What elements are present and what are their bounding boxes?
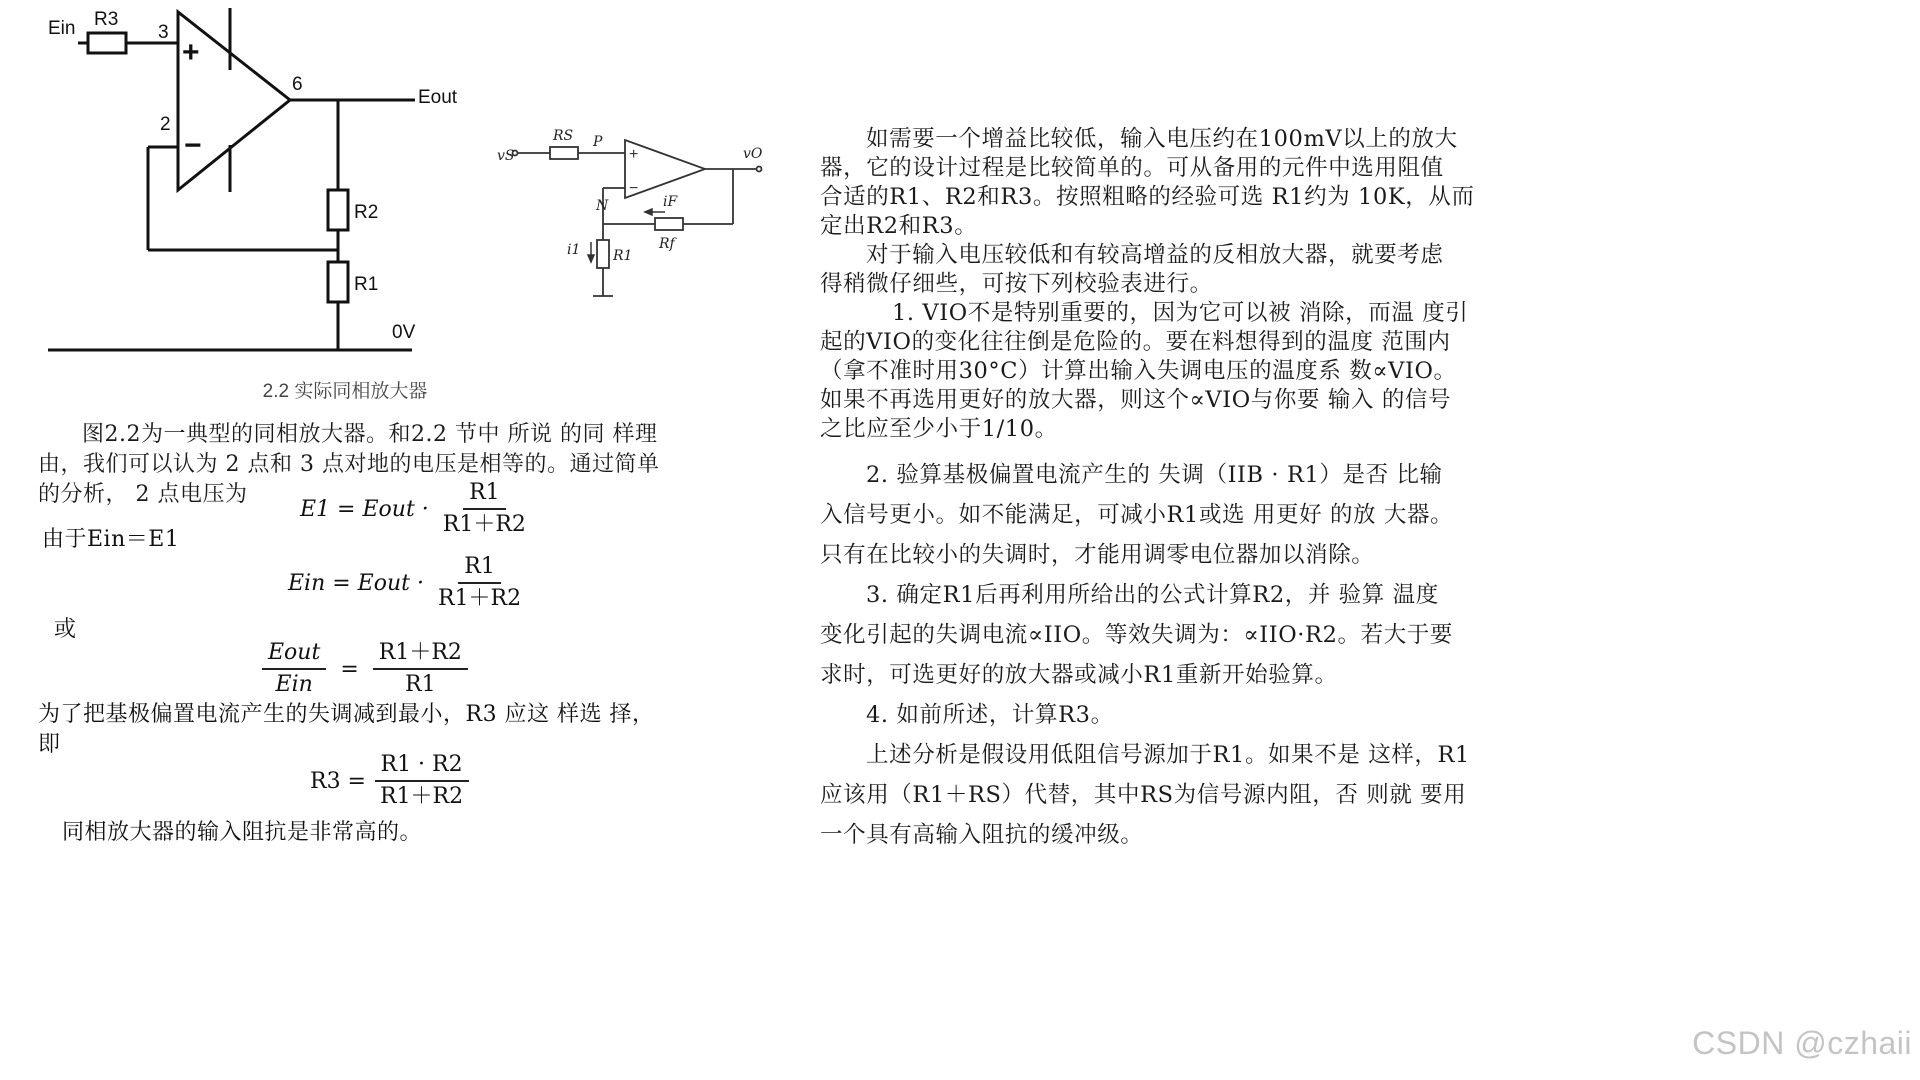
- minus-sign: −: [184, 129, 202, 162]
- label-eout: Eout: [418, 87, 458, 108]
- right-p5-line3: 求时，可选更好的放大器或减小R1重新开始验算。: [820, 662, 1338, 688]
- right-p7-line2: 应该用（R1＋RS）代替，其中RS为信号源内阻，否 则就 要用: [820, 782, 1467, 808]
- right-p1-line2: 器，它的设计过程是比较简单的。可从备用的元件中选用阻值: [820, 155, 1444, 181]
- eq3-equals: =: [340, 656, 359, 682]
- label-r3: R3: [94, 9, 119, 30]
- eq3-right-fraction: [373, 640, 468, 698]
- inset-label-n: N: [596, 198, 609, 214]
- right-p7-line1: 上述分析是假设用低阻信号源加于R1。如果不是 这样，R1: [866, 742, 1470, 768]
- inset-minus: −: [629, 180, 639, 197]
- inset-plus: +: [629, 146, 639, 163]
- left-para1-line1: 图2.2为一典型的同相放大器。和2.2 节中 所说 的同 样理: [82, 422, 658, 447]
- inset-label-p: P: [593, 134, 603, 150]
- eq1-denominator: R1＋R2: [442, 512, 526, 537]
- right-p7-line3: 一个具有高输入阻抗的缓冲级。: [820, 822, 1144, 848]
- eq4-left: R3 =: [310, 768, 366, 794]
- inset-label-vo: vO: [743, 146, 763, 162]
- resistor-r3: [88, 33, 126, 53]
- left-para1-line2: 由，我们可以认为 2 点和 3 点对地的电压是相等的。通过简单: [38, 452, 660, 477]
- eq1-numerator: R1: [463, 480, 506, 510]
- right-p3-line1: 1. VIO不是特别重要的，因为它可以被 消除，而温 度引: [892, 300, 1469, 326]
- eq4-fraction: [374, 752, 469, 810]
- right-p2-line2: 得稍微仔细些，可按下列校验表进行。: [820, 271, 1213, 297]
- equation-gain: [258, 640, 468, 698]
- label-r2: R2: [354, 202, 379, 223]
- equation-e1: [300, 480, 532, 538]
- inset-amplifier-schematic: [495, 120, 780, 310]
- right-p4-line1: 2. 验算基极偏置电流产生的 失调（IIB · R1）是否 比输: [866, 462, 1443, 488]
- eq3-left-numerator: Eout: [262, 640, 326, 670]
- left-para2: [38, 700, 778, 760]
- right-text-column: [820, 125, 1540, 855]
- eq3-denominator: R1: [405, 672, 436, 697]
- inset-label-rf: Rf: [659, 236, 675, 252]
- inset-label-i1: i1: [567, 242, 581, 258]
- eq2-left: Ein = Eout ·: [288, 570, 424, 596]
- resistor-rs: [550, 147, 578, 159]
- right-p3-line3: （拿不准时用30°C）计算出输入失调电压的温度系 数∝VIO。: [820, 358, 1457, 384]
- eq3-left-denominator: Ein: [275, 672, 313, 697]
- left-para3: 同相放大器的输入阻抗是非常高的。: [62, 820, 423, 845]
- eq4-numerator: R1 · R2: [375, 752, 469, 782]
- right-p5-line1: 3. 确定R1后再利用所给出的公式计算R2，并 验算 温度: [866, 582, 1439, 608]
- right-p2-line1: 对于输入电压较低和有较高增益的反相放大器，就要考虑: [866, 242, 1444, 268]
- left-para2-line1: 为了把基极偏置电流产生的失调减到最小，R3 应这 样选 择，: [38, 702, 655, 727]
- left-para1-line3: 的分析， 2 点电压为: [38, 482, 248, 507]
- right-p1-line1: 如需要一个增益比较低，输入电压约在100mV以上的放大: [866, 126, 1458, 152]
- right-p3-line5: 之比应至少小于1/10。: [820, 416, 1058, 442]
- right-p4-line2: 入信号更小。如不能满足，可减小R1或选 用更好 的放 大器。: [820, 502, 1454, 528]
- inset-label-if: iF: [663, 194, 678, 210]
- right-p6-line1: 4. 如前所述，计算R3。: [866, 702, 1114, 728]
- label-r1: R1: [354, 274, 379, 295]
- left-para2-line2: 即: [38, 732, 61, 757]
- since-line: 由于Ein＝E1: [42, 527, 180, 552]
- resistor-rf: [655, 218, 683, 230]
- figure-caption: 2.2 实际同相放大器: [262, 381, 428, 402]
- non-inverting-amplifier-schematic: [40, 0, 520, 360]
- inset-label-r1: R1: [613, 248, 633, 264]
- eq2-numerator: R1: [458, 554, 501, 584]
- resistor-r1-inset: [597, 240, 609, 268]
- label-0v: 0V: [392, 322, 416, 343]
- resistor-r2: [328, 190, 348, 230]
- right-p4-line3: 只有在比较小的失调时，才能用调零电位器加以消除。: [820, 542, 1375, 568]
- plus-sign: +: [182, 36, 200, 69]
- right-p1-line3: 合适的R1、R2和R3。按照粗略的经验可选 R1约为 10K，从而: [820, 184, 1475, 210]
- equation-r3: [310, 752, 469, 810]
- label-ein: Ein: [48, 18, 76, 39]
- resistor-r1: [328, 262, 348, 302]
- eq1-left: E1 = Eout ·: [300, 496, 429, 522]
- eq4-denominator: R1＋R2: [380, 784, 464, 809]
- eq3-left-fraction: [262, 640, 326, 698]
- equation-ein: [288, 554, 527, 612]
- right-p3-line4: 如果不再选用更好的放大器，则这个∝VIO与你要 输入 的信号: [820, 387, 1452, 413]
- right-p1-line4: 定出R2和R3。: [820, 213, 978, 239]
- or-line: 或: [54, 617, 77, 642]
- inset-label-rs: RS: [553, 128, 574, 144]
- eq2-denominator: R1＋R2: [438, 586, 522, 611]
- eq2-fraction: [432, 554, 527, 612]
- label-pin2: 2: [160, 114, 171, 135]
- label-pin6: 6: [292, 74, 303, 95]
- eq3-numerator: R1＋R2: [373, 640, 468, 670]
- inset-label-vs: vS: [497, 148, 515, 164]
- right-p5-line2: 变化引起的失调电流∝IIO。等效失调为：∝IIO·R2。若大于要: [820, 622, 1454, 648]
- label-pin3: 3: [158, 22, 169, 43]
- right-p3-line2: 起的VIO的变化往往倒是危险的。要在料想得到的温度 范围内: [820, 329, 1451, 355]
- eq1-fraction: [437, 480, 532, 538]
- csdn-watermark: CSDN @czhaii: [1692, 1025, 1912, 1061]
